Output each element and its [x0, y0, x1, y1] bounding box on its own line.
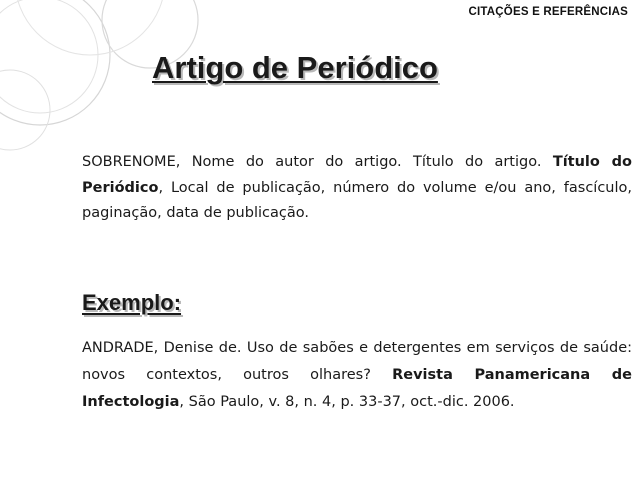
example-text-part1: ANDRADE, Denise de. Uso de sabões e detergentes em serviços de saúde: novos contextos, outros olhares?	[82, 340, 632, 383]
format-text-part2: , Local de publicação, número do volume e/ou ano, fascículo, paginação, data de publicação.	[82, 179, 632, 221]
reference-format	[82, 150, 632, 227]
section-label: CITAÇÕES E REFERÊNCIAS	[468, 6, 628, 18]
example-text-part2: , São Paulo, v. 8, n. 4, p. 33-37, oct.-dic. 2006.	[179, 394, 515, 410]
format-text-part1: SOBRENOME, Nome do autor do artigo. Título do artigo.	[82, 154, 553, 170]
example-journal-bold: Revista Panamericana de Infectologia	[82, 367, 632, 410]
slide-title: Artigo de Periódico	[152, 50, 438, 85]
reference-example	[82, 335, 632, 416]
format-journal-bold: Título do Periódico	[82, 154, 632, 196]
example-heading: Exemplo:	[82, 290, 182, 315]
